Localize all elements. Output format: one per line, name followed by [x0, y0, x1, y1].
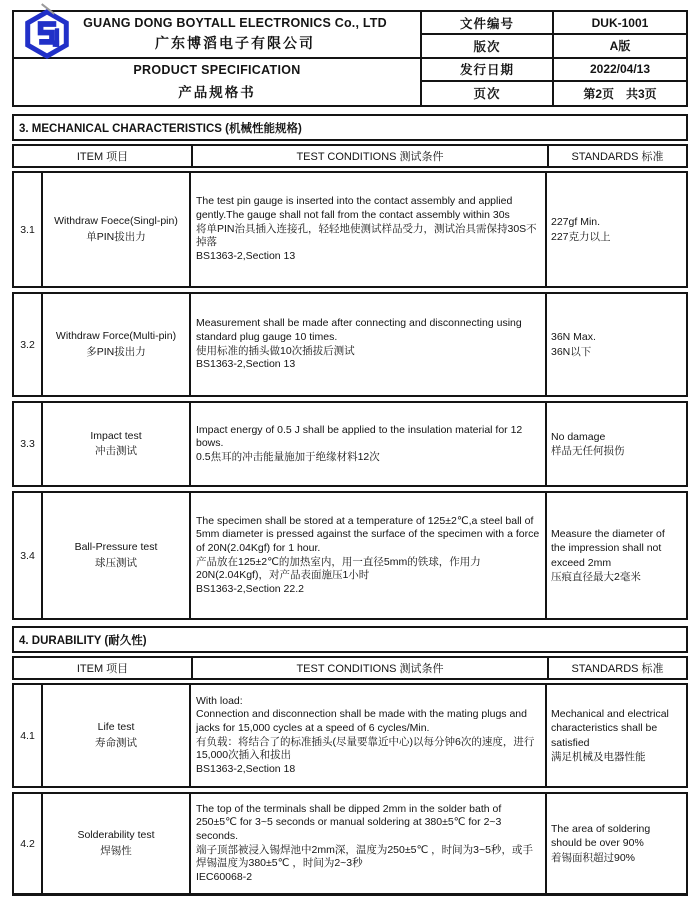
text-line: 使用标准的插头做10次插拔后测试 — [196, 344, 355, 357]
row-number: 4.1 — [14, 685, 43, 786]
standards-cell — [547, 685, 686, 786]
meta-value-issue-date: 2022/04/13 — [552, 59, 686, 82]
table-row-3-2 — [12, 292, 688, 397]
text-line: Ball-Pressure test — [74, 541, 158, 554]
text-line: Measurement shall be made after connecting and disconnecting using standard plug gauge 10 times. — [196, 317, 522, 343]
text-line: Impact energy of 0.5 J shall be applied to the insulation material for 12 bows. — [196, 423, 523, 450]
meta-value-version: A版 — [552, 35, 686, 58]
text-line: 有负载：将结合了的标准插头(尽量要靠近中心)以每分钟6次的速度，进行15,000次插入和拔出 — [196, 735, 535, 762]
table-row-3-4 — [12, 491, 688, 620]
text-line: 227克力以上 — [551, 230, 611, 243]
section-4-column-header — [12, 656, 688, 680]
section-4-title: 4. DURABILITY (耐久性) — [12, 626, 688, 653]
doc-title-en: PRODUCT SPECIFICATION — [133, 62, 301, 77]
text-line: The area of soldering should be over 90% — [551, 823, 651, 850]
item-cell — [43, 403, 191, 485]
text-line: 将单PIN治具插入连接孔，轻轻地使测试样品受力，测试治具需保持30S不掉落 — [196, 222, 537, 249]
table-row-3-3 — [12, 401, 688, 487]
item-cell — [43, 173, 191, 286]
company-hexagon-logo-icon — [24, 9, 70, 59]
text-line: The top of the terminals shall be dipped 2mm in the solder bath of 250±5℃ for 3~5 seconds or manual soldering at 380±5℃ for 2~3 seconds. — [196, 802, 502, 842]
text-line: BS1363-2,Section 18 — [196, 762, 296, 775]
company-name-block — [70, 16, 414, 53]
text-line: 多PIN拔出力 — [86, 345, 146, 358]
meta-value-page: 第2页 共3页 — [552, 82, 686, 105]
meta-label-issue-date: 发行日期 — [420, 59, 552, 82]
item-cell — [43, 685, 191, 786]
row-number: 3.1 — [14, 173, 43, 286]
text-line: Withdraw Foece(Singl-pin) — [54, 215, 178, 228]
company-header-cell — [14, 12, 420, 59]
item-cell — [43, 794, 191, 893]
text-line: 球压测试 — [95, 556, 137, 569]
standards-cell — [547, 403, 686, 485]
meta-label-doc-number: 文件编号 — [420, 12, 552, 35]
row-number: 3.2 — [14, 294, 43, 395]
row-number: 4.2 — [14, 794, 43, 893]
doc-title-cell — [14, 59, 420, 106]
text-line: 端子顶部被浸入锡焊池中2mm深，温度为250±5℃ ，时间为3~5秒，或手焊锡温度为380±5℃ ，时间为2~3秒 — [196, 843, 533, 870]
text-line: 0.5焦耳的冲击能量施加于绝缘材料12次 — [196, 450, 380, 463]
text-line: BS1363-2,Section 22.2 — [196, 582, 304, 595]
conditions-cell — [191, 685, 547, 786]
company-name-cn: 广东博滔电子有限公司 — [155, 34, 315, 51]
text-line: 36N Max. — [551, 331, 596, 344]
section-3-column-header — [12, 144, 688, 168]
text-line: 着锡面积超过90% — [551, 851, 636, 864]
company-name-en: GUANG DONG BOYTALL ELECTRONICS Co., LTD — [83, 15, 387, 30]
item-cell — [43, 493, 191, 618]
standards-cell — [547, 173, 686, 286]
text-line: BS1363-2,Section 13 — [196, 249, 296, 262]
item-cell — [43, 294, 191, 395]
text-line: 产品放在125±2℃的加热室内，用一直径5mm的铁球，作用力20N(2.04Kgf)，对产品表面施压1小时 — [196, 555, 481, 582]
text-line: The test pin gauge is inserted into the contact assembly and applied gently.The gauge shall not fall from the contact assembly within 30s — [196, 195, 513, 222]
text-line: 227gf Min. — [551, 216, 601, 229]
row-number: 3.4 — [14, 493, 43, 618]
meta-label-page: 页次 — [420, 82, 552, 105]
text-line: IEC60068-2 — [196, 870, 253, 883]
column-header-standards: STANDARDS 标准 — [547, 146, 686, 166]
text-line: Impact test — [90, 429, 142, 442]
conditions-cell — [191, 294, 547, 395]
column-header-conditions: TEST CONDITIONS 测试条件 — [191, 146, 547, 166]
text-line: Solderability test — [77, 829, 155, 842]
standards-cell — [547, 493, 686, 618]
meta-value-doc-number: DUK-1001 — [552, 12, 686, 35]
row-number: 3.3 — [14, 403, 43, 485]
table-row-3-1 — [12, 171, 688, 288]
text-line: 样品无任何损伤 — [551, 445, 625, 457]
doc-title-cn: 产品规格书 — [178, 84, 256, 100]
conditions-cell — [191, 493, 547, 618]
standards-cell — [547, 294, 686, 395]
text-line: Connection and disconnection shall be made with the mating plugs and jacks for 15,000 cycles at a speed of 6 cycles/Min. — [196, 708, 527, 734]
meta-label-version: 版次 — [420, 35, 552, 58]
column-header-conditions: TEST CONDITIONS 测试条件 — [191, 658, 547, 678]
text-line: 压痕直径最大2毫米 — [551, 570, 641, 583]
standards-cell — [547, 794, 686, 893]
text-line: Measure the diameter of the impression shall not exceed 2mm — [551, 528, 665, 569]
conditions-cell — [191, 173, 547, 286]
document-header — [12, 10, 688, 107]
table-row-4-1 — [12, 683, 688, 788]
column-header-item: ITEM 项目 — [76, 663, 129, 675]
text-line: 36N以下 — [551, 345, 592, 358]
conditions-cell — [191, 794, 547, 893]
conditions-cell — [191, 403, 547, 485]
text-line: Withdraw Force(Multi-pin) — [55, 330, 177, 343]
table-row-4-2 — [12, 792, 688, 896]
text-line: 焊锡性 — [100, 844, 132, 857]
text-line: Life test — [97, 721, 135, 734]
text-line: Mechanical and electrical characteristics shall be satisfied — [551, 708, 669, 749]
text-line: No damage — [551, 430, 606, 443]
column-header-item: ITEM 项目 — [76, 151, 129, 163]
text-line: 寿命测试 — [95, 736, 137, 749]
section-3-title: 3. MECHANICAL CHARACTERISTICS (机械性能规格) — [12, 114, 688, 141]
text-line: The specimen shall be stored at a temperature of 125±2℃,a steel ball of 5mm diameter is pressed against the surface of the specimen with a force of 20N(2.04Kgf) for 1 hour. — [196, 514, 540, 554]
text-line: With load: — [196, 694, 243, 707]
text-line: 冲击测试 — [95, 445, 137, 457]
text-line: BS1363-2,Section 13 — [196, 358, 296, 371]
text-line: 单PIN拔出力 — [86, 230, 146, 243]
column-header-standards: STANDARDS 标准 — [547, 658, 686, 678]
spec-document-page — [12, 10, 688, 896]
text-line: 满足机械及电器性能 — [551, 750, 646, 763]
